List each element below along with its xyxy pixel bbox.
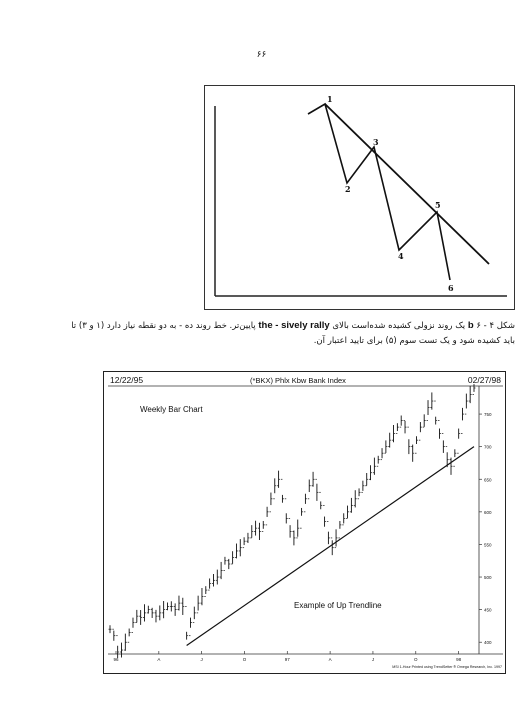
price-bar — [170, 601, 173, 611]
price-bar — [124, 634, 127, 651]
price-bar — [285, 499, 288, 524]
x-tick-label: 98 — [456, 657, 462, 662]
price-bar — [438, 421, 441, 439]
price-bar — [239, 539, 242, 556]
chart-svg — [104, 372, 507, 675]
price-bar — [250, 525, 253, 538]
price-bar — [427, 400, 430, 420]
downtrend-figure — [204, 85, 515, 310]
bank-index-chart — [103, 371, 506, 674]
price-bar — [300, 508, 303, 528]
price-bar — [120, 643, 123, 658]
x-tick-label: 96 — [113, 657, 119, 662]
price-bar — [128, 629, 131, 643]
price-bar — [434, 401, 437, 424]
price-bar — [335, 529, 338, 547]
price-bar — [231, 551, 234, 564]
price-bar — [131, 618, 134, 633]
price-bar — [388, 433, 391, 448]
x-tick-label: O — [242, 657, 247, 662]
page-number: ۶۶ — [256, 50, 267, 60]
price-bar — [453, 449, 456, 466]
price-bar — [469, 386, 472, 403]
price-bar — [204, 586, 207, 596]
chart-date-end: 02/27/98 — [467, 375, 501, 385]
price-bar — [112, 629, 115, 641]
price-bar — [216, 570, 219, 585]
price-bar — [373, 458, 376, 475]
price-bar — [461, 408, 464, 434]
x-tick-label: A — [328, 657, 332, 662]
y-tick-label: 400 — [484, 640, 492, 646]
x-axis-ticks — [113, 651, 461, 662]
price-bar — [392, 425, 395, 442]
price-bar — [269, 493, 272, 512]
price-bar — [396, 423, 399, 433]
caption-line-1 — [0, 318, 515, 334]
y-tick-label: 550 — [484, 542, 492, 548]
price-bar — [346, 506, 349, 519]
price-bar — [315, 479, 318, 501]
y-axis-ticks — [479, 412, 492, 645]
price-bar — [235, 544, 238, 559]
caption-bold-term: the - sively rally — [258, 320, 330, 331]
price-bar — [258, 523, 261, 540]
y-tick-label: 650 — [484, 477, 492, 483]
price-bar — [262, 521, 265, 531]
price-bar — [430, 392, 433, 409]
point-label-5: 5 — [435, 200, 441, 210]
price-bar — [369, 465, 372, 480]
price-bar — [327, 522, 330, 545]
price-bar — [377, 456, 380, 466]
price-bar — [246, 533, 249, 543]
price-bar — [442, 434, 445, 453]
price-bars — [109, 384, 476, 658]
y-tick-label: 700 — [484, 444, 492, 450]
price-bar — [208, 578, 211, 590]
price-bar — [384, 440, 387, 453]
point-label-1: 1 — [327, 94, 333, 104]
up-trendline — [187, 447, 474, 646]
price-bar — [354, 490, 357, 507]
price-bar — [342, 513, 345, 525]
price-bar — [365, 473, 368, 486]
price-bar — [308, 480, 311, 499]
caption-line-2: باید کشیده شود و یک تست سوم (۵) برای تایید اعتبار آن. — [313, 336, 515, 346]
price-bar — [423, 414, 426, 427]
caption-mid: یک روند نزولی کشیده شده‌است بالای — [329, 321, 468, 331]
price-bar — [407, 427, 410, 454]
price-bar — [181, 598, 184, 615]
y-tick-label: 750 — [484, 412, 492, 418]
price-bar — [404, 421, 407, 434]
price-bar — [139, 610, 142, 625]
price-bar — [162, 601, 165, 618]
price-bar — [154, 610, 157, 623]
price-bar — [450, 458, 453, 475]
price-bar — [185, 606, 188, 639]
price-bar — [358, 488, 361, 498]
price-bar — [323, 505, 326, 526]
x-tick-label: J — [200, 657, 203, 662]
price-bar — [331, 538, 334, 555]
price-bar — [277, 471, 280, 488]
price-bar — [177, 596, 180, 611]
price-bar — [415, 436, 418, 453]
point-label-6: 6 — [448, 283, 454, 293]
price-bar — [200, 588, 203, 605]
price-bar — [312, 472, 315, 487]
chart-annotation: Example of Up Trendline — [294, 601, 382, 610]
price-bar — [135, 610, 138, 623]
point-label-3: 3 — [373, 137, 379, 147]
price-bar — [223, 557, 226, 571]
price-bar — [411, 445, 414, 462]
price-bar — [289, 518, 292, 537]
price-bar — [465, 394, 468, 414]
chart-title: (*BKX) Phlx Kbw Bank Index — [250, 376, 346, 385]
x-tick-label: 97 — [284, 657, 290, 662]
chart-footer: MSI 1-Hour Printed using TrendSetter ® Omega Research, Inc. 1997 — [392, 665, 502, 669]
caption-bold-b: b — [467, 320, 474, 331]
chart-subtitle: Weekly Bar Chart — [140, 405, 203, 414]
price-bar — [212, 574, 215, 587]
price-bar — [281, 479, 284, 502]
price-bar — [457, 429, 460, 454]
price-bar — [400, 416, 403, 428]
price-bar — [143, 604, 146, 621]
price-bar — [292, 530, 295, 545]
price-bar — [304, 494, 307, 512]
price-bar — [147, 606, 150, 614]
price-bar — [319, 492, 322, 509]
price-bar — [419, 422, 422, 440]
price-bar — [220, 562, 223, 579]
x-tick-label: A — [157, 657, 161, 662]
point-label-4: 4 — [398, 251, 404, 261]
price-bar — [109, 625, 112, 633]
y-tick-label: 500 — [484, 575, 492, 581]
x-tick-label: J — [371, 657, 375, 662]
caption-pre: شکل ۴ - ۶ — [473, 321, 515, 331]
figure-caption — [0, 318, 515, 349]
caption-post: پایین‌تر. خط روند ده - به دو نقطه نیاز دارد (۱ و ۳) تا — [71, 321, 259, 331]
price-bar — [166, 602, 169, 610]
price-bar — [243, 537, 246, 547]
y-tick-label: 450 — [484, 607, 492, 613]
price-bar — [273, 478, 276, 498]
price-bar — [266, 507, 269, 525]
price-bar — [189, 618, 192, 636]
price-bar — [158, 605, 161, 620]
price-path — [308, 104, 450, 280]
price-bar — [350, 498, 353, 513]
price-bar — [174, 603, 177, 616]
price-bar — [151, 608, 154, 618]
price-bar — [338, 521, 341, 538]
price-bar — [197, 596, 200, 613]
chart-date-start: 12/22/95 — [110, 375, 144, 385]
point-label-2: 2 — [345, 184, 351, 194]
x-tick-label: O — [414, 657, 418, 662]
price-bar — [361, 481, 364, 493]
price-bar — [227, 559, 230, 569]
y-tick-label: 600 — [484, 509, 492, 515]
price-bar — [193, 607, 196, 623]
price-bar — [254, 521, 257, 536]
price-bar — [381, 448, 384, 460]
price-bar — [116, 636, 119, 659]
downtrend-diagram — [205, 86, 516, 311]
price-bar — [296, 520, 299, 538]
